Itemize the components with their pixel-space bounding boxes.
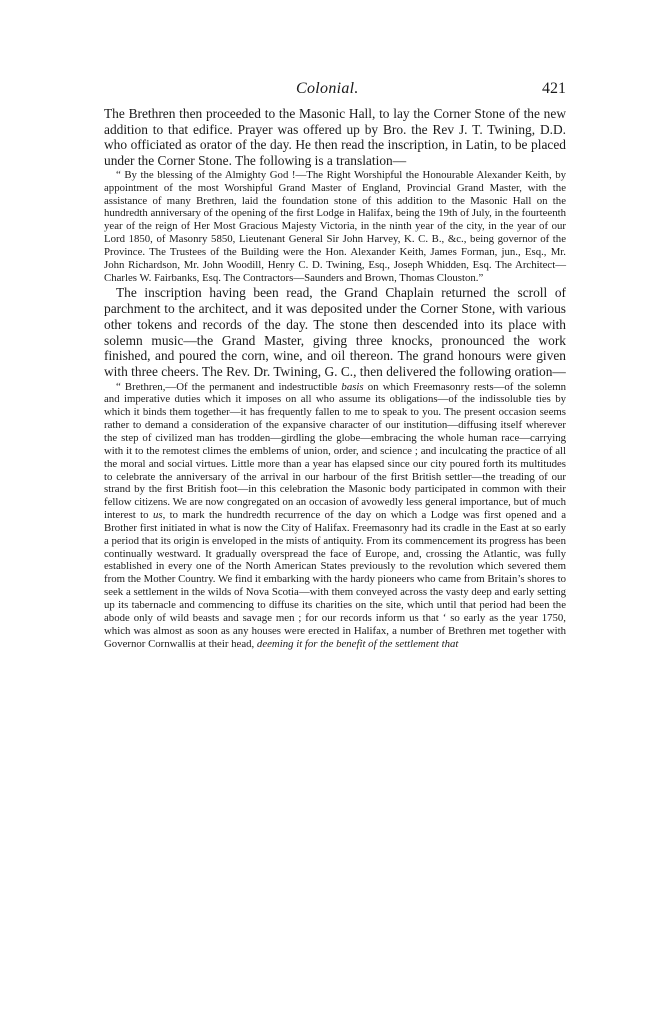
page-number: 421: [542, 80, 566, 97]
inscription-paragraph: “ By the blessing of the Almighty God !—The Right Worshipful the Honourable Alexander Keith, by appointment of the most Worshipful Grand Master of England, Provincial Grand Master, with the assistance of many Brethren, laid the foundation stone of this addition to the Masonic Hall on the hundredth anniversary of the opening of the first Lodge in Halifax, being the 19th of July, in the fourteenth year of the reign of Her Most Gracious Majesty Victoria, in the ninth year of the city, in the year of our Lord 1850, of Masonry 5850, Lieutenant General Sir John Harvey, K. C. B., &c., being governor of the Province. The Trustees of the Building were the Hon. Alexander Keith, James Forman, jun., Esq., Mr. John Richardson, Mr. John Woodill, Henry C. D. Twining, Esq., Joseph Whidden, Esq. The Architect—Charles W. Fairbanks, Esq. The Contractors—Saunders and Brown, Thomas Clouston.”: [104, 168, 566, 284]
running-title: Colonial.: [296, 80, 359, 97]
intro-paragraph: The Brethren then proceeded to the Masonic Hall, to lay the Corner Stone of the new addition to that edifice. Prayer was offered up by Bro. the Rev J. T. Twining, D.D. who officiated as orator of the day. He then read the inscription, in Latin, to be placed under the Corner Stone. The following is a translation—: [104, 106, 566, 169]
oration-paragraph: [104, 381, 566, 651]
oration-emphasis-tail: deeming it for the benefit of the settlement that: [256, 637, 459, 650]
oration-text-3: , to mark the hundredth recurrence of the day on which a Lodge was first opened and a Brother first initiated in what is now the City of Halifax. Freemasonry had its cradle in the East at so early a period that its origin is enveloped in the mists of antiquity. From its commencement its progress has been continually westward. It gradually overspread the face of Europe, and, crossing the Atlantic, was fully established in every one of the North American States previously to the revolution which severed them from the Mother Country. We find it embarking with the hardy pioneers who came from Britain’s shores to seek a settlement in the wilds of Nova Scotia—with them conveyed across the vasty deep and early setting up its tabernacle and commencing to diffuse its charities on the site, which until that period had been the abode only of wild beasts and savage men ; for our records inform us that ‘ so early as the year 1750, which was almost as soon as any houses were erected in Halifax, a number of Brethren met together with Governor Cornwallis at their head,: [104, 509, 566, 650]
oration-text-2: on which Freemasonry rests—of the solemn and imperative duties which it imposes on all who assume its obligations—of the indissoluble ties by which it binds them together—it has frequently fallen to me to speak to you. The present occasion seems rather to demand a consideration of the expansive character of our institution—diffusing itself wherever the step of civilized man has trodden—girdling the globe—embracing the whole human race—carrying with it to the remotest climes the emblems of union, order, and science ; and inculcating the practice of all the moral and social virtues. Little more than a year has elapsed since our city poured forth its multitudes to celebrate the anniversary of the arrival in our harbour of the first British settler—the treading of our strand by the first British foot—in this celebration the Masonic body participated in common with their fellow citizens. We are now congregated on an occasion of avowedly less general importance, but of much interest to: [104, 380, 566, 522]
book-page: [104, 80, 566, 650]
ceremony-paragraph: The inscription having been read, the Grand Chaplain returned the scroll of parchment to the architect, and it was deposited under the Corner Stone, with various other tokens and records of the day. The stone then descended into its place with solemn music—the Grand Master, giving three knocks, pronounced the work finished, and poured the corn, wine, and oil thereon. The grand honours were given with three cheers. The Rev. Dr. Twining, G. C., then delivered the following oration—: [104, 285, 566, 379]
oration-text-1: “ Brethren,—Of the permanent and indestructible: [116, 380, 342, 393]
running-head: [104, 80, 566, 106]
oration-emphasis-basis: basis: [341, 380, 364, 393]
oration-emphasis-us: us: [152, 509, 163, 522]
